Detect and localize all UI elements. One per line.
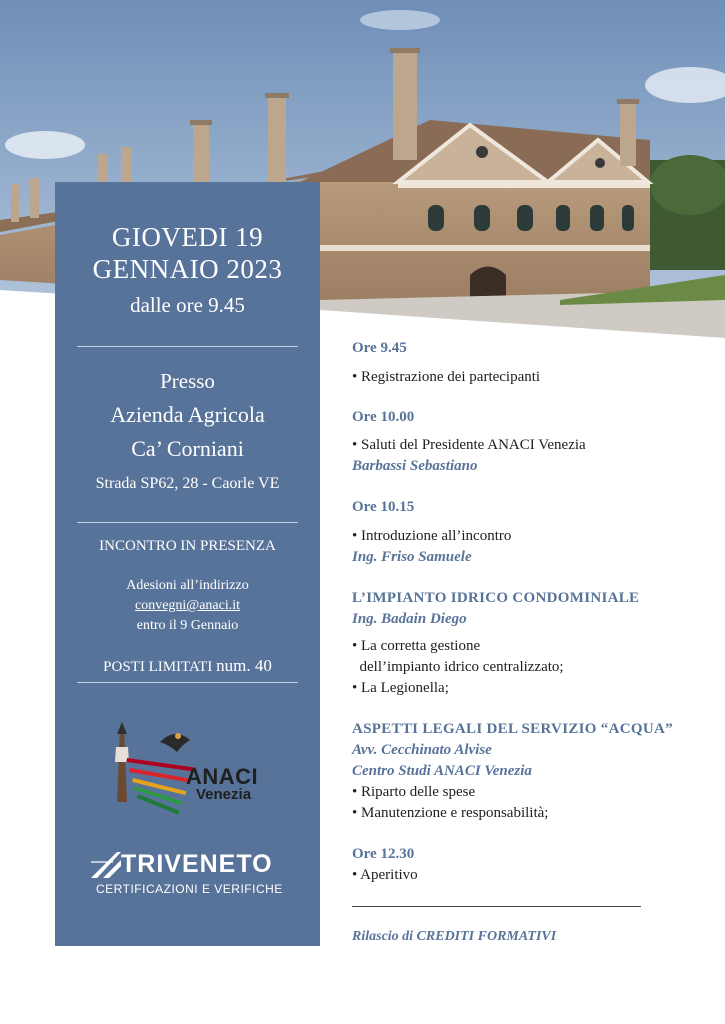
schedule-item: • Introduzione all’incontro: [352, 528, 512, 544]
speaker-name: Barbassi Sebastiano: [352, 458, 478, 474]
credits-note: Rilascio di CREDITI FORMATIVI: [352, 929, 557, 944]
divider: [77, 682, 298, 683]
divider: [77, 346, 298, 347]
triveneto-subtitle: CERTIFICAZIONI E VERIFICHE: [96, 882, 283, 896]
schedule-item: • La Legionella;: [352, 680, 449, 696]
schedule-item: • La corretta gestione: [352, 638, 481, 654]
schedule-time: Ore 10.15: [352, 499, 415, 515]
divider: [352, 906, 641, 907]
venue-name-line2: Ca’ Corniani: [131, 436, 244, 461]
event-info-panel: [55, 182, 320, 946]
schedule-time: Ore 10.00: [352, 409, 415, 425]
registration-deadline: entro il 9 Gennaio: [136, 618, 239, 633]
anaci-logo-text: [186, 764, 259, 804]
event-start-time: dalle ore 9.45: [130, 293, 245, 317]
schedule-item: • Manutenzione e responsabilità;: [352, 805, 549, 821]
schedule-time: Ore 12.30: [352, 846, 415, 862]
schedule-item: • Registrazione dei partecipanti: [352, 369, 541, 385]
triveneto-mark-icon: [89, 850, 123, 880]
schedule-item: dell’impianto idrico centralizzato;: [352, 659, 564, 675]
seats-count: num. 40: [216, 656, 272, 675]
schedule-time: Ore 9.45: [352, 340, 407, 356]
event-date-month: GENNAIO 2023: [92, 254, 283, 284]
schedule-item: • Riparto delle spese: [352, 784, 476, 800]
seats-label: POSTI LIMITATI: [103, 659, 213, 675]
speaker-name: Ing. Badain Diego: [352, 611, 467, 627]
triveneto-name: TRIVENETO: [121, 850, 273, 878]
speaker-affiliation: Centro Studi ANACI Venezia: [352, 763, 532, 779]
speaker-name: Ing. Friso Samuele: [352, 549, 472, 565]
anaci-name: ANACI: [186, 764, 259, 789]
session-title: ASPETTI LEGALI DEL SERVIZIO “ACQUA”: [352, 721, 673, 737]
event-date-weekday: GIOVEDI 19: [111, 222, 264, 252]
registration-label: Adesioni all’indirizzo: [126, 578, 249, 593]
schedule-item: • Saluti del Presidente ANACI Venezia: [352, 437, 586, 453]
seats-limited: [55, 656, 320, 676]
venue-prefix: Presso: [160, 369, 215, 393]
registration-email-link[interactable]: convegni@anaci.it: [134, 598, 241, 613]
speaker-name: Avv. Cecchinato Alvise: [352, 742, 492, 758]
venue-name-line1: Azienda Agricola: [110, 402, 265, 427]
event-mode: INCONTRO IN PRESENZA: [99, 538, 276, 554]
divider: [77, 522, 298, 523]
registration-info: [55, 576, 320, 636]
schedule-item: • Aperitivo: [352, 867, 418, 883]
anaci-city: Venezia: [196, 786, 252, 803]
venue-address: Strada SP62, 28 - Caorle VE: [95, 475, 280, 492]
session-title: L’IMPIANTO IDRICO CONDOMINIALE: [352, 590, 640, 606]
